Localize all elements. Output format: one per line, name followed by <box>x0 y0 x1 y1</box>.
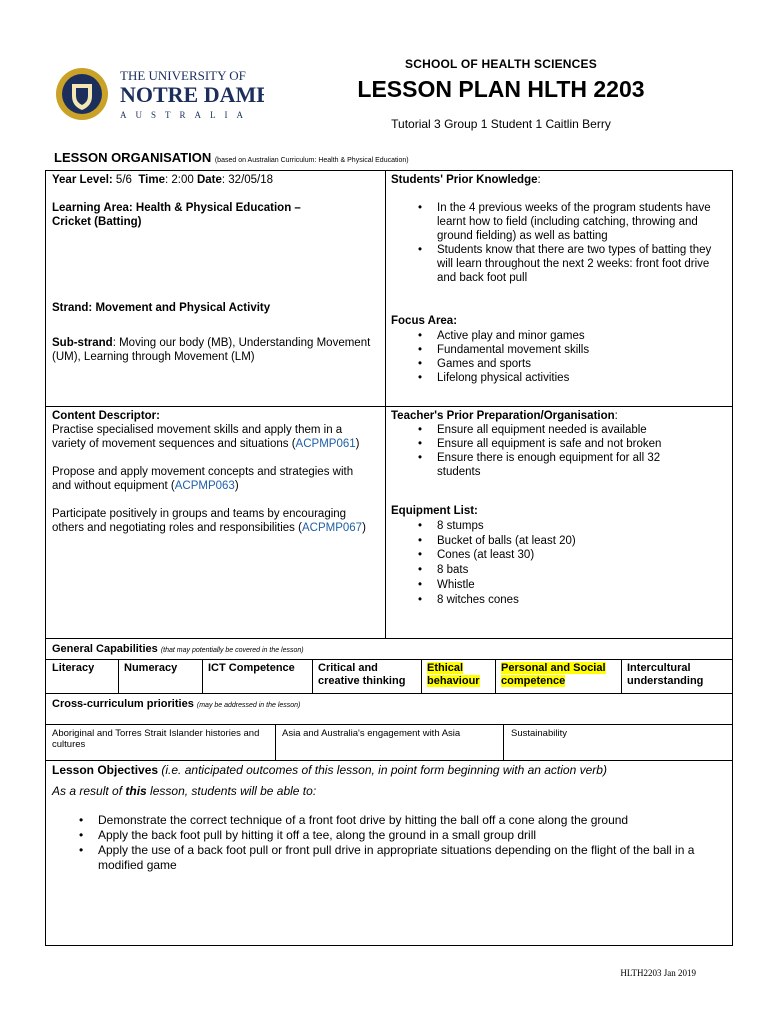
capability-numeracy: Numeracy <box>124 662 178 674</box>
logo-line-1: THE UNIVERSITY OF <box>120 68 246 83</box>
list-item: • Ensure all equipment needed is available <box>391 423 687 437</box>
objectives-note: (i.e. anticipated outcomes of this lesson, in point form beginning with an action verb) <box>158 763 607 777</box>
page-title: LESSON PLAN HLTH 2203 <box>357 76 645 102</box>
list-item: • Fundamental movement skills <box>391 343 727 357</box>
footer-code: HLTH2203 Jan 2019 <box>620 968 696 978</box>
descriptor-3: Participate positively in groups and teams by encouraging others and negotiating roles and responsibilities (ACPMP067) <box>52 508 366 534</box>
lesson-objectives <box>52 763 728 873</box>
cross-curriculum-note: (may be addressed in the lesson) <box>196 702 301 709</box>
strand: Strand: Movement and Physical Activity <box>52 302 271 314</box>
capability-critical-thinking: Critical and creative thinking <box>318 662 406 687</box>
general-capabilities-note: (that may potentially be covered in the lesson) <box>160 647 304 654</box>
capability-intercultural: Intercultural understanding <box>627 662 704 687</box>
list-item: • Whistle <box>391 578 727 593</box>
org-title: LESSON ORGANISATION <box>54 150 212 165</box>
lesson-table <box>45 170 733 946</box>
objectives-intro: As a result of this lesson, students will be able to: <box>52 784 317 798</box>
teacher-preparation: Teacher's Prior Preparation/Organisation: • Ensure all equipment needed is available • Ensure all equipment is safe and not broken • Ensure there is enough equipment for all 32 students Equipment List: • 8 stumps • Bucket of balls (at least 20) • Cones (at least 30) • 8 bats • Whistle • 8 witches cones <box>391 409 727 607</box>
logo-line-2: NOTRE DAME <box>120 82 264 107</box>
year-time-date: Year Level: 5/6 Time: 2:00 Date: 32/05/18 <box>52 174 274 186</box>
list-item: • Active play and minor games <box>391 329 727 343</box>
list-item: • Ensure all equipment is safe and not broken <box>391 437 687 451</box>
list-item: • Students know that there are two types of batting they will learn throughout the next 2 weeks: front foot drive and back foot pull <box>391 243 721 285</box>
lesson-details <box>52 173 377 364</box>
list-item: • Apply the use of a back foot pull or front pull drive in appropriate situations depending on the flight of the ball in a modified game <box>52 843 728 873</box>
list-item: • Games and sports <box>391 357 727 371</box>
focus-area-list <box>391 329 727 385</box>
org-note: (based on Australian Curriculum: Health & Physical Education) <box>214 157 409 164</box>
code-link[interactable]: ACPMP067 <box>301 522 363 534</box>
list-item: • Lifelong physical activities <box>391 371 727 385</box>
list-item: • Cones (at least 30) <box>391 548 727 563</box>
equipment-label: Equipment List: <box>391 505 478 517</box>
list-item: • 8 witches cones <box>391 593 727 608</box>
code-link[interactable]: ACPMP063 <box>174 480 235 492</box>
code-link[interactable]: ACPMP061 <box>295 438 356 450</box>
list-item: • Ensure there is enough equipment for all 32 students <box>391 451 687 479</box>
content-descriptor-label: Content Descriptor: <box>52 410 160 422</box>
logo-line-3: AUSTRALIA <box>120 110 252 120</box>
objectives-list <box>52 813 728 873</box>
section-title <box>54 150 409 165</box>
list-item: • In the 4 previous weeks of the program students have learnt how to field (including catching, throwing and ground fielding) as well as batting <box>391 201 721 243</box>
capability-personal-social: Personal and Social competence <box>501 662 606 687</box>
capability-ethical: Ethical behaviour <box>427 662 480 687</box>
prior-knowledge-label: Students' Prior Knowledge <box>391 174 538 186</box>
preparation-label: Teacher's Prior Preparation/Organisation <box>391 410 615 422</box>
focus-area-label: Focus Area: <box>391 315 458 327</box>
priority-sustainability: Sustainability <box>511 728 567 739</box>
page-subtitle: Tutorial 3 Group 1 Student 1 Caitlin Berry <box>391 117 611 131</box>
general-capabilities-header <box>52 642 722 658</box>
cross-curriculum-label: Cross-curriculum priorities <box>52 698 194 710</box>
priority-aboriginal: Aboriginal and Torres Strait Islander histories and cultures <box>52 728 260 750</box>
list-item: • 8 stumps <box>391 519 727 534</box>
equipment-list <box>391 519 727 607</box>
school-name: SCHOOL OF HEALTH SCIENCES <box>405 57 597 71</box>
list-item: • Demonstrate the correct technique of a front foot drive by hitting the ball off a cone along the ground <box>52 813 728 828</box>
list-item: • 8 bats <box>391 563 727 578</box>
descriptor-1: Practise specialised movement skills and apply them in a variety of movement sequences and situations (ACPMP061) <box>52 424 360 450</box>
capability-ict: ICT Competence <box>208 662 295 674</box>
objectives-label: Lesson Objectives <box>52 763 159 777</box>
prior-knowledge-list <box>391 201 727 285</box>
university-crest-icon <box>54 66 264 126</box>
priority-asia: Asia and Australia's engagement with Asia <box>282 728 461 739</box>
sub-strand: Sub-strand: Moving our body (MB), Understanding Movement (UM), Learning through Movement (LM) <box>52 337 371 363</box>
content-descriptor <box>52 409 370 535</box>
cross-curriculum-header <box>52 697 722 713</box>
university-logo <box>54 66 264 126</box>
list-item: • Bucket of balls (at least 20) <box>391 534 727 549</box>
preparation-list <box>391 423 727 479</box>
prior-knowledge: Students' Prior Knowledge: • In the 4 previous weeks of the program students have learnt how to field (including catching, throwing and ground fielding) as well as batting • Students know that there are two types of batting they will learn throughout the next 2 weeks: front foot drive and back foot pull Focus Area: • Active play and minor games • Fundamental movement skills • Games and sports • Lifelong physical activities <box>391 173 727 385</box>
list-item: • Apply the back foot pull by hitting it off a tee, along the ground in a small group drill <box>52 828 728 843</box>
general-capabilities-label: General Capabilities <box>52 643 158 655</box>
descriptor-2: Propose and apply movement concepts and strategies with and without equipment (ACPMP063) <box>52 466 354 492</box>
learning-area: Learning Area: Health & Physical Education – Cricket (Batting) <box>52 202 301 228</box>
capability-literacy: Literacy <box>52 662 95 674</box>
